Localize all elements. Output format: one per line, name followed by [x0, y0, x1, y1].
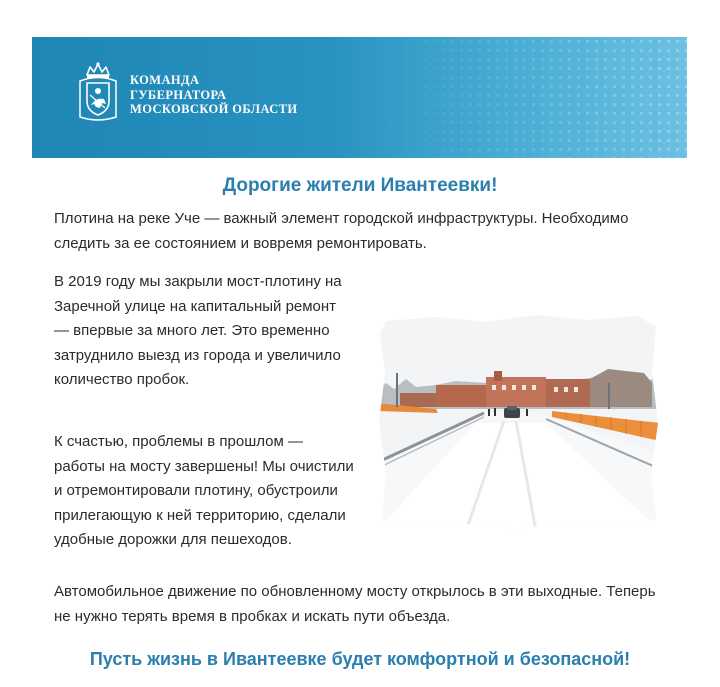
paragraph-bridge-closure: В 2019 году мы закрыли мост-плотину на Заречной улице на капитальный ремонт — впервые за много лет. Это временно затруднило выезд из города и увеличило количество пробок.	[54, 273, 342, 388]
paragraph-works-complete: К счастью, проблемы в прошлом — работы на мосту завершены! Мы очистили и отремонтировали плотину, обустроили прилегающую к ней территорию, сделали удобные дорожки для пешеходов.	[54, 433, 354, 548]
paragraph-traffic-open: Автомобильное движение по обновленному мосту открылось в эти выходные. Теперь не нужно терять время в пробках и искать пути объезда.	[54, 583, 656, 625]
header-banner	[32, 37, 687, 158]
greeting-heading: Дорогие жители Ивантеевки!	[222, 175, 498, 196]
brand-line-1: КОМАНДА	[130, 73, 200, 87]
bridge-photo	[376, 313, 660, 531]
banner-dot-pattern	[367, 37, 687, 158]
brand-line-3: МОСКОВСКОЙ ОБЛАСТИ	[130, 102, 298, 116]
brand-line-2: ГУБЕРНАТОРА	[130, 87, 227, 102]
closing-heading: Пусть жизнь в Ивантеевке будет комфортной и безопасной!	[89, 649, 631, 669]
paragraph-dam-intro: Плотина на реке Уче — важный элемент городской инфраструктуры. Необходимо следить за ее состоянием и вовремя ремонтировать.	[54, 210, 629, 252]
brand-title	[130, 73, 298, 117]
moscow-oblast-emblem-icon	[78, 61, 118, 123]
